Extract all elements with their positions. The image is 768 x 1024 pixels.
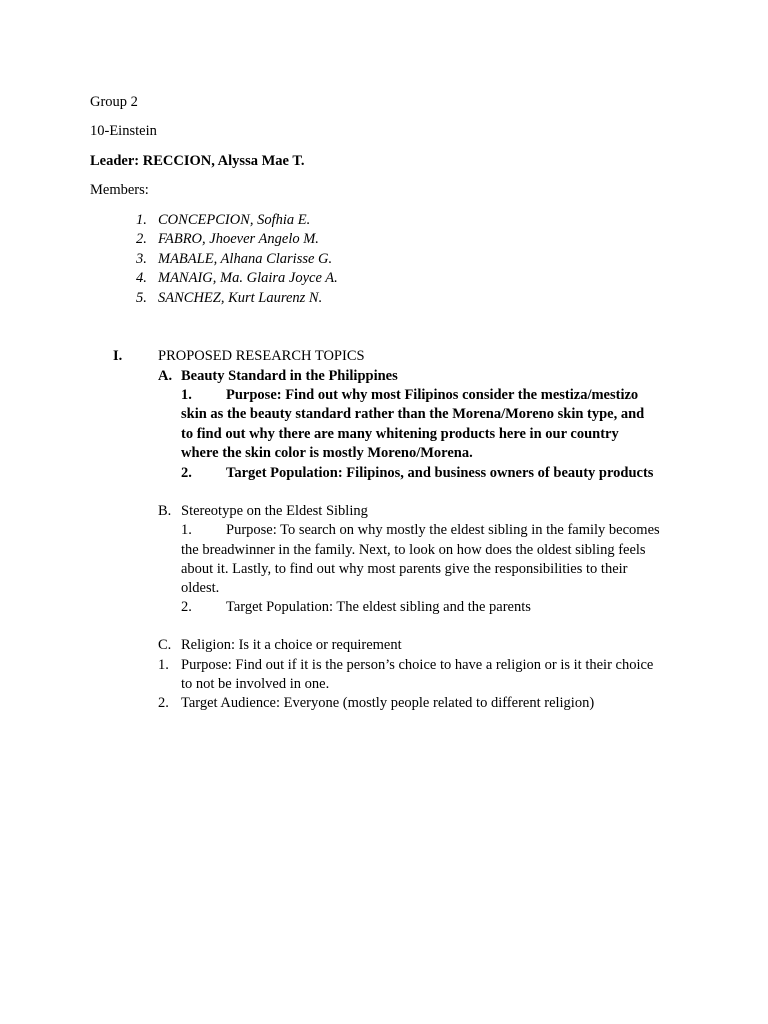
purpose-line: to not be involved in one. <box>181 676 330 692</box>
group-label: Group 2 <box>90 94 138 110</box>
member-name: SANCHEZ, Kurt Laurenz N. <box>158 290 323 306</box>
purpose-number: 1. <box>181 387 192 403</box>
purpose-line: the breadwinner in the family. Next, to look on how does the oldest sibling feels <box>181 542 646 558</box>
members-label: Members: <box>90 182 149 198</box>
member-number: 5. <box>136 290 147 306</box>
member-number: 3. <box>136 251 147 267</box>
purpose-line: to find out why there are many whitening products here in our country <box>181 426 619 442</box>
target-text: Target Population: The eldest sibling and the parents <box>226 599 531 615</box>
topic-letter: C. <box>158 637 172 653</box>
topic-title: Beauty Standard in the Philippines <box>181 368 398 384</box>
topic-letter: B. <box>158 503 172 519</box>
member-number: 4. <box>136 270 147 286</box>
member-name: CONCEPCION, Sofhia E. <box>158 212 311 228</box>
topic-title: Stereotype on the Eldest Sibling <box>181 503 368 519</box>
topic-title: Religion: Is it a choice or requirement <box>181 637 402 653</box>
purpose-line: Purpose: To search on why mostly the eldest sibling in the family becomes <box>226 522 660 538</box>
target-number: 2. <box>181 599 192 615</box>
leader-label: Leader: RECCION, Alyssa Mae T. <box>90 153 305 169</box>
member-number: 2. <box>136 231 147 247</box>
target-text: Target Audience: Everyone (mostly people related to different religion) <box>181 695 595 711</box>
purpose-line: Purpose: Find out if it is the person’s choice to have a religion or is it their choice <box>181 657 654 673</box>
section-title: PROPOSED RESEARCH TOPICS <box>158 348 365 364</box>
purpose-line: Purpose: Find out why most Filipinos consider the mestiza/mestizo <box>226 387 639 403</box>
purpose-number: 1. <box>181 522 192 538</box>
purpose-number: 1. <box>158 657 169 673</box>
purpose-line: skin as the beauty standard rather than the Morena/Moreno skin type, and <box>181 406 645 422</box>
target-number: 2. <box>181 465 192 481</box>
member-name: MANAIG, Ma. Glaira Joyce A. <box>158 270 338 286</box>
purpose-line: oldest. <box>181 580 220 596</box>
member-number: 1. <box>136 212 147 228</box>
purpose-line: about it. Lastly, to find out why most parents give the responsibilities to their <box>181 561 628 577</box>
section-label: 10-Einstein <box>90 123 157 139</box>
member-name: FABRO, Jhoever Angelo M. <box>158 231 319 247</box>
member-name: MABALE, Alhana Clarisse G. <box>158 251 333 267</box>
topic-letter: A. <box>158 368 173 384</box>
target-number: 2. <box>158 695 169 711</box>
target-text: Target Population: Filipinos, and business owners of beauty products <box>226 465 654 481</box>
section-numeral: I. <box>113 348 123 364</box>
purpose-line: where the skin color is mostly Moreno/Morena. <box>181 445 473 461</box>
